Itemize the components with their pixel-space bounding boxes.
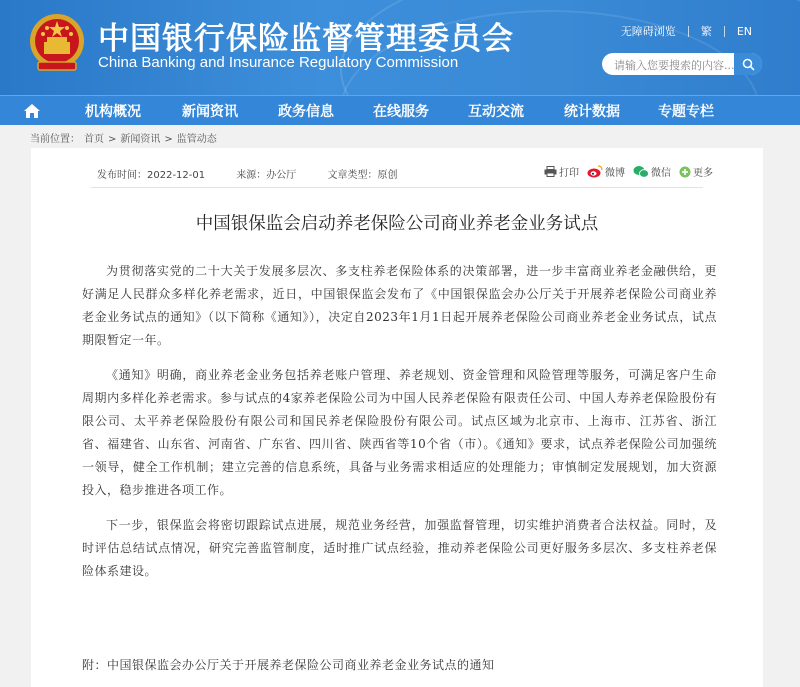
breadcrumb-regulatory-news[interactable]: 监管动态 xyxy=(176,134,217,145)
nav-item-special-topics[interactable]: 专题专栏 xyxy=(658,104,714,120)
search-button[interactable] xyxy=(734,53,762,75)
english-link[interactable]: EN xyxy=(736,24,752,38)
nav-item-statistics[interactable]: 统计数据 xyxy=(564,104,620,120)
article-paragraph: 《通知》明确，商业养老金业务包括养老账户管理、养老规划、资金管理和风险管理等服务，可满足客户生命周期内多样化养老需求。参与试点的4家养老保险公司为中国人民养老保险有限责任公司、中国人寿养老保险股份有限公司、太平养老保险股份有限公司和国民养老保险股份有限公司。试点区域为北京市、上海市、江苏省、浙江省、福建省、山东省、河南省、广东省、四川省、陕西省等10个省（市）。《通知》要求，试点养老保险公司加强统一领导，健全工作机制；建立完善的信息系统，具备与业务需求相适应的处理能力；审慎制定发展规划，加大资源投入，稳步推进各项工作。 xyxy=(82,368,717,497)
print-button[interactable] xyxy=(544,164,579,179)
weibo-label: 微博 xyxy=(605,168,625,179)
divider xyxy=(724,26,725,37)
print-icon xyxy=(544,166,557,177)
search-icon xyxy=(742,58,755,71)
article-paragraph: 下一步，银保监会将密切跟踪试点进展，规范业务经营，加强监督管理，切实维护消费者合法权益。同时，及时评估总结试点情况，研究完善监管制度，适时推广试点经验，推动养老保险公司更好服务多层次、多支柱养老保险体系建设。 xyxy=(82,518,717,578)
nav-item-online-service[interactable]: 在线服务 xyxy=(373,104,429,120)
divider xyxy=(91,187,703,188)
attachment-link[interactable]: 附：中国银保监会办公厅关于开展养老保险公司商业养老金业务试点的通知 xyxy=(82,658,495,672)
plus-icon xyxy=(679,166,691,178)
search-box xyxy=(602,53,762,75)
wechat-share-button[interactable] xyxy=(633,164,671,179)
divider xyxy=(688,26,689,37)
share-bar xyxy=(544,164,721,179)
print-label: 打印 xyxy=(559,168,579,179)
weibo-icon xyxy=(587,165,603,178)
breadcrumb-separator: > xyxy=(164,134,173,145)
breadcrumb-home[interactable]: 首页 xyxy=(84,134,104,145)
article-body xyxy=(82,260,717,595)
breadcrumb xyxy=(30,130,221,145)
search-input[interactable]: 请输入您要搜索的内容... xyxy=(614,59,735,72)
traditional-chinese-link[interactable]: 繁 xyxy=(700,25,712,38)
weibo-share-button[interactable] xyxy=(587,164,625,179)
site-header xyxy=(0,0,800,95)
more-label: 更多 xyxy=(693,168,713,179)
article-source: 来源：办公厅 xyxy=(236,170,297,181)
nav-item-news[interactable]: 新闻资讯 xyxy=(182,104,238,120)
top-links xyxy=(621,24,752,38)
article-type: 文章类型：原创 xyxy=(327,170,398,181)
breadcrumb-label: 当前位置： xyxy=(30,134,80,145)
more-share-button[interactable] xyxy=(679,164,713,179)
home-button[interactable] xyxy=(0,96,64,126)
national-emblem-icon xyxy=(28,12,86,74)
accessibility-link[interactable]: 无障碍浏览 xyxy=(620,25,676,38)
site-title-en: China Banking and Insurance Regulatory Commission xyxy=(98,54,459,71)
nav-item-organization[interactable]: 机构概况 xyxy=(85,104,141,120)
wechat-icon xyxy=(633,165,649,178)
article-paragraph: 为贯彻落实党的二十大关于发展多层次、多支柱养老保险体系的决策部署，进一步丰富商业养老金融供给，更好满足人民群众多样化养老需求，近日，中国银保监会发布了《中国银保监会办公厅关于开展养老保险公司商业养老金业务试点的通知》（以下简称《通知》），决定自2023年1月1日起开展养老保险公司商业养老金业务试点，试点期限暂定一年。 xyxy=(82,264,717,347)
nav-item-government-info[interactable]: 政务信息 xyxy=(278,104,334,120)
wechat-label: 微信 xyxy=(651,168,671,179)
nav-item-interaction[interactable]: 互动交流 xyxy=(468,104,524,120)
breadcrumb-separator: > xyxy=(108,134,117,145)
article-meta xyxy=(97,166,426,181)
article-title: 中国银保监会启动养老保险公司商业养老金业务试点 xyxy=(195,214,599,234)
breadcrumb-news[interactable]: 新闻资讯 xyxy=(120,134,161,145)
main-nav xyxy=(0,95,800,125)
home-icon xyxy=(23,103,41,119)
site-title-cn: 中国银行保险监督管理委员会 xyxy=(98,21,514,57)
publish-date: 发布时间：2022-12-01 xyxy=(97,170,206,181)
